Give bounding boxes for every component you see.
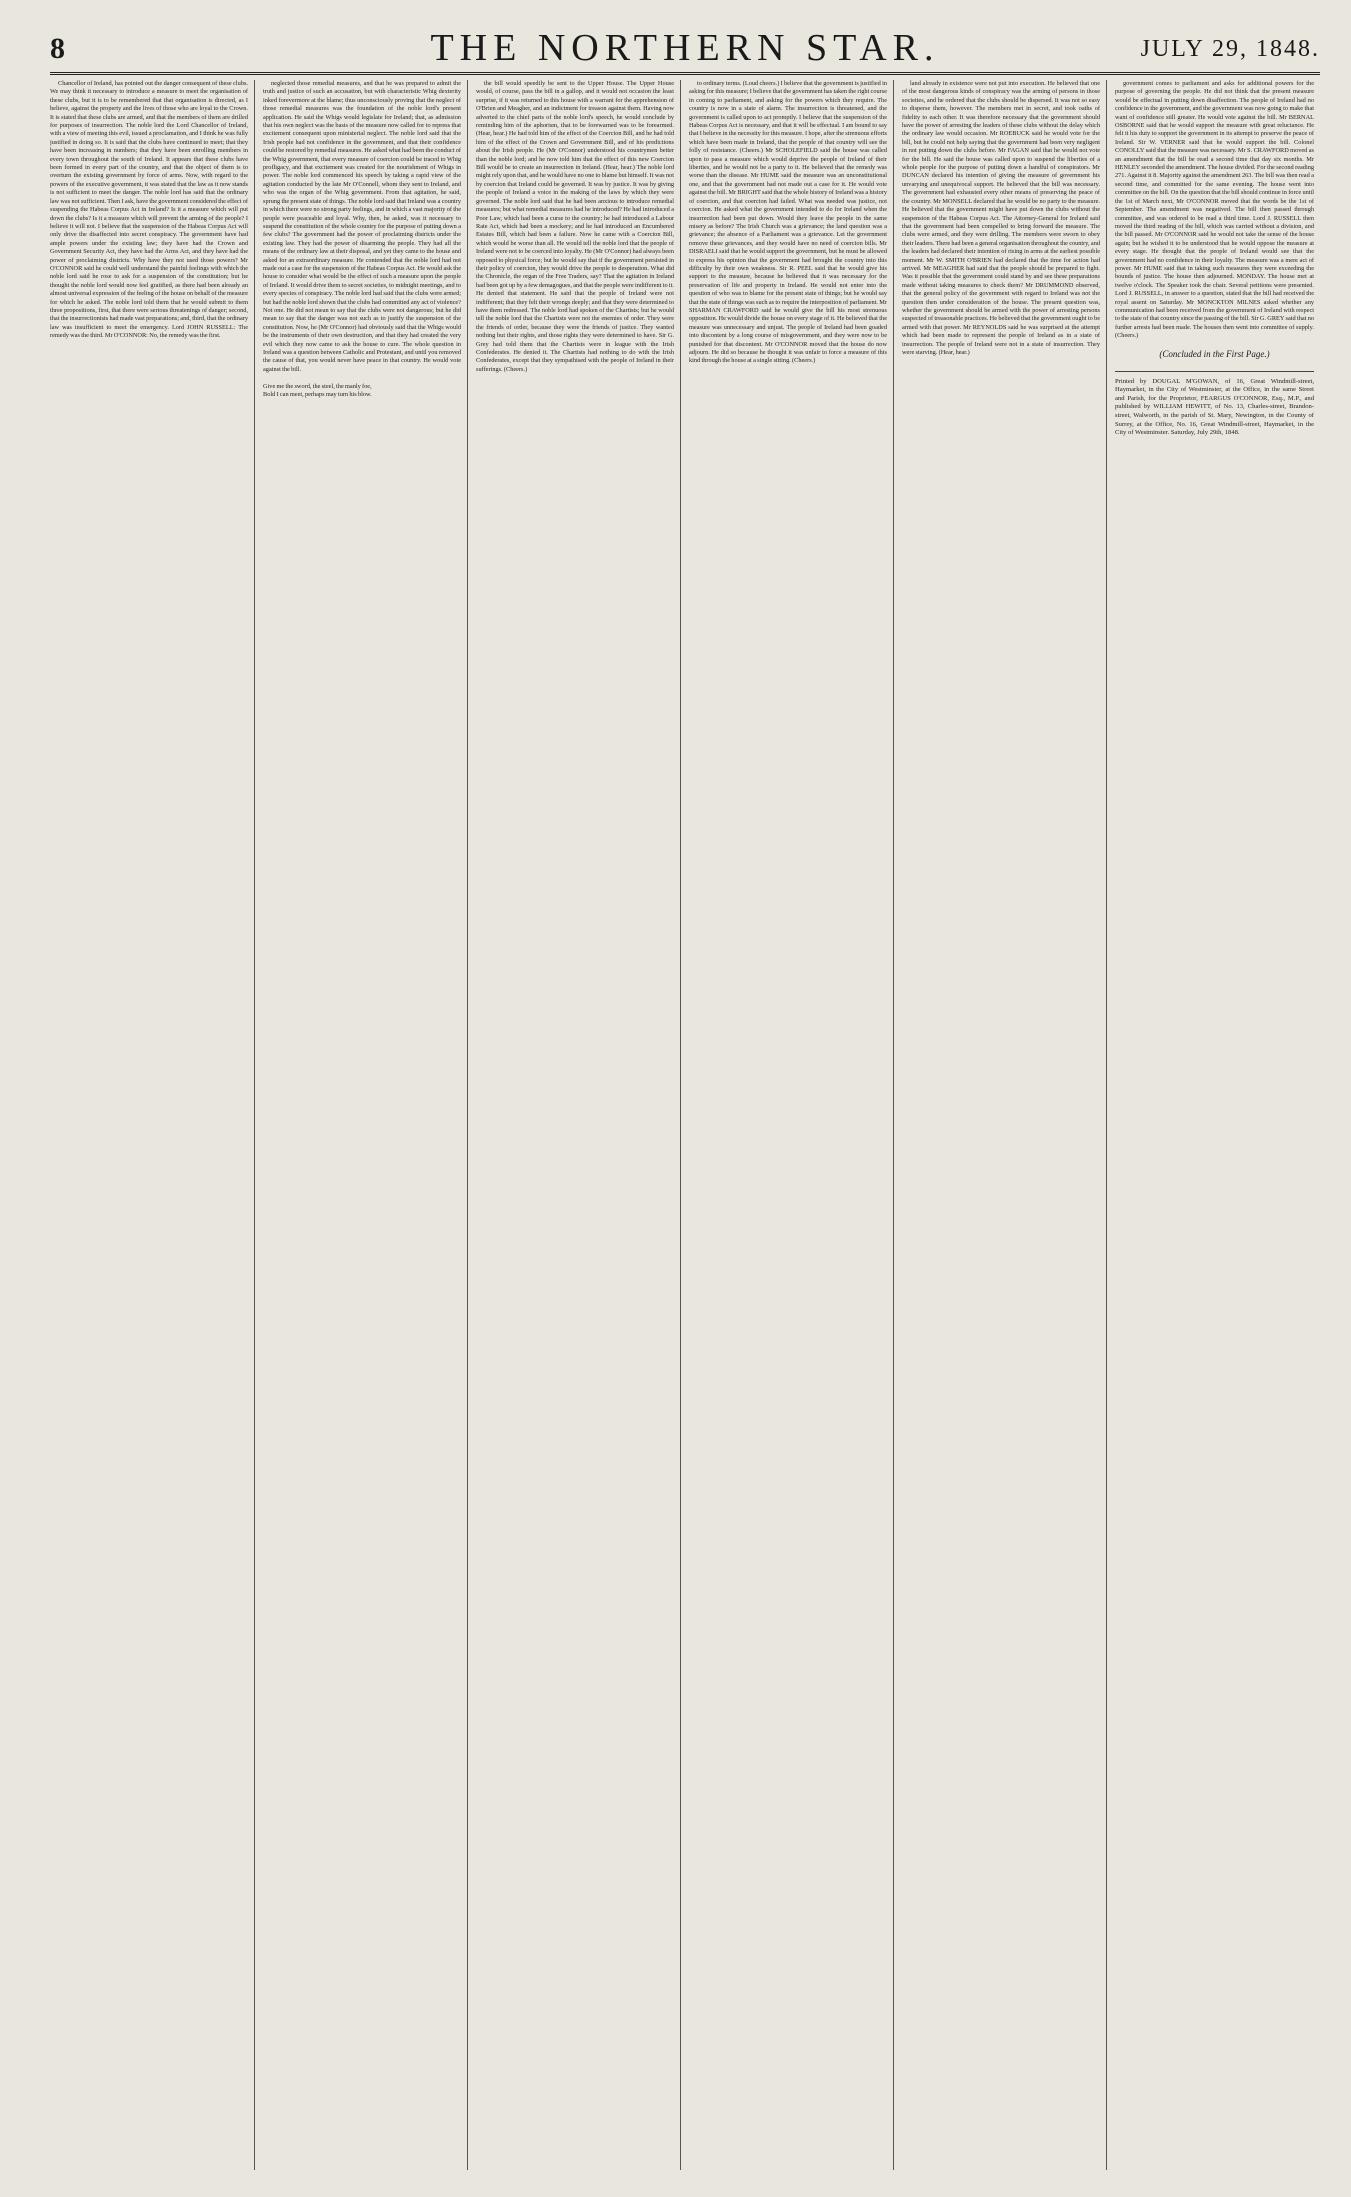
page-number: 8 bbox=[50, 32, 65, 65]
continued-note: (Concluded in the First Page.) bbox=[1159, 348, 1270, 359]
column-5 bbox=[902, 80, 1107, 2170]
column-2 bbox=[263, 80, 468, 2170]
column-4 bbox=[689, 80, 894, 2170]
column-3 bbox=[476, 80, 681, 2170]
column-6 bbox=[1115, 80, 1320, 2170]
issue-date: JULY 29, 1848. bbox=[1140, 36, 1320, 62]
printer-imprint: Printed by DOUGAL M'GOWAN, of 16, Great Windmill-street, Haymarket, in the City of Westminster, at the Office, in the same Street and Parish, for the Proprietor, FEARGUS O'CONNOR, Esq., M.P., and published by WILLIAM HEWITT, of No. 13, Charles-street, Brandon-street, Walworth, in the parish of St. Mary, Newington, in the County of Surrey, at the Office, No. 16, Great Windmill-street, Haymarket, in the City of Westminster. Saturday, July 29th, 1848. bbox=[1115, 371, 1314, 438]
column-text: to ordinary terms. (Loud cheers.) I believe that the government is justified in asking for this measure; I believe that the government has taken the right course in coming to parliament, and asking for the powers which they require. The country is now in a state of alarm. The insurrection is threatened, and the government is called upon to act promptly. I believe that the suspension of the Habeas Corpus Act is necessary, and that it will be effectual. I am bound to say that I believe in the necessity for this measure. I hope, after the strenuous efforts which have been made in Ireland, that the people of that country will see the folly of resistance. (Cheers.) Mr SCHOLEFIELD said the house was called upon to pass a measure which would deprive the people of Ireland of their liberties, and he would not be a party to it. He believed that the remedy was worse than the disease. Mr HUME said the measure was an unconstitutional one, and that the government had not made out a case for it. He would vote against the bill. Mr BRIGHT said that the whole history of Ireland was a history of coercion, and that coercion had failed. What was needed was justice, not coercion. He asked what the government intended to do for Ireland when the insurrection had been put down. Would they leave the people in the same misery as before? The Irish Church was a grievance; the land question was a grievance; the absence of a Parliament was a grievance. Let the government remove these grievances, and they would have no need of coercion bills. Mr DISRAELI said that he would support the government, but he must be allowed to express his opinion that the government had brought the country into this difficulty by their own weakness. Sir R. PEEL said that he would give his support to the measure, because he believed that it was necessary for the preservation of life and property in Ireland. He would not enter into the question of who was to blame for the present state of things; but he would say that the state of things was such as to require the interposition of parliament. Mr SHARMAN CRAWFORD said he would give the bill his most strenuous opposition. He would divide the house on every stage of it. He believed that the measure was unnecessary and unjust. The people of Ireland had been goaded into discontent by a long course of misgovernment, and they were now to be punished for that discontent. Mr O'CONNOR moved that the house do now adjourn. He did so because he thought it was unfair to force a measure of this kind through the house at a single sitting. (Cheers.) bbox=[689, 80, 887, 365]
masthead bbox=[50, 22, 1320, 75]
column-text: government comes to parliament and asks for additional powers for the purpose of governing the people. He did not think that the present measure would be effectual in putting down disaffection. The people of Ireland had no confidence in the government, and the government was now going to make that want of confidence still greater. He would vote against the bill. Mr BERNAL OSBORNE said that he would support the measure with great reluctance. He felt it his duty to support the government in its attempt to preserve the peace of Ireland. Sir W. VERNER said that he would support the bill. Colonel CONOLLY said that the measure was necessary. Mr S. CRAWFORD moved as an amendment that the bill be read a second time that day six months. Mr HENLEY seconded the amendment. The house divided. For the second reading 271. Against it 8. Majority against the amendment 263. The bill was then read a second time, and committed for the same evening. The house went into committee on the bill. On the question that the bill should continue in force until the 1st of March next, Mr O'CONNOR moved that the words be the 1st of September. The amendment was negatived. The bill then passed through committee, and was ordered to be read a third time. Lord J. RUSSELL then moved the third reading of the bill, which was carried without a division, and the bill passed. Mr O'CONNOR said he would not take the sense of the house again; but he wished it to be understood that he would oppose the measure at every stage. He thought that the people of Ireland would see that the government had no confidence in their loyalty. The measure was a mere act of power. Mr HUME said that in taking such measures they were exceeding the bounds of justice. The house then adjourned. MONDAY. The house met at twelve o'clock. The Speaker took the chair. Several petitions were presented. Lord J. RUSSELL, in answer to a question, stated that the bill had received the royal assent on Saturday. Mr MONCKTON MILNES asked whether any communication had been received from the government of Ireland with respect to the state of that country since the passing of the bill. Sir G. GREY said that no further arrests had been made. The houses then went into committee of supply. (Cheers.) bbox=[1115, 80, 1314, 340]
newspaper-title: THE NORTHERN STAR. bbox=[430, 27, 940, 69]
article-columns bbox=[50, 80, 1320, 2170]
column-text: neglected those remedial measures, and that he was prepared to admit the truth and justice of such an accusation, but with characteristic Whig dexterity inked forevermore at the blame; thus unconsciously proving that the neglect of those remedial measures was the foundation of the noble lord's present application. He said the Whigs would legislate for Ireland; that, as admission that his own neglect was the basis of the measure now called for to repress that excitement consequent upon ministerial neglect. The noble lord said that the Irish people had not confidence in the government, and that their confidence could be restored by remedial measures. He asked what had been the conduct of the Whig government, that every measure of coercion could be traced to Whig profligacy, and that excitement was created for the nourishment of Whigs in power. The noble lord commenced his speech by taking a rapid view of the agitation conducted by the late Mr O'Connell, whom they sent to Ireland, and who was the organ of the Whig government. From that agitation, he said, sprung the present state of things. The noble lord said that Ireland was a country in which there were no strong party feelings, and in which a vast majority of the people were peaceable and loyal. Why, then, he asked, was it necessary to suspend the constitution of the whole country for the purpose of putting down a few clubs? The government had the power of proclaiming districts under the existing law. They had the power of disarming the people. They had all the means of the ordinary law at their disposal, and yet they came to the house and asked for an extraordinary measure. He contended that the noble lord had not made out a case for the suspension of the Habeas Corpus Act. He would ask the house to consider what would be the effect of such a measure upon the people of Ireland. It would drive them to secret societies, to midnight meetings, and to every species of conspiracy. The noble lord had said that the clubs were armed; but had the noble lord shown that the clubs had committed any act of violence? Not one. He did not mean to say that the clubs were not dangerous; but he did mean to say that the danger was not such as to justify the suspension of the constitution. Now, he (Mr O'Connor) had obviously said that the Whigs would be the instruments of their own destruction, and that they had created the very evil which they now came to ask the house to cure. The whole question in Ireland was a question between Catholic and Protestant, and until you removed the cause of that, you would never have peace in that country. He would vote against the bill. Give me the sword, the steel, the manly foe, Bold I can meet, perhaps may turn his blow. bbox=[263, 80, 461, 399]
column-text: the bill would speedily be sent to the Upper House. The Upper House would, of course, pass the bill in a gallop, and it would not occasion the least surprise, if it was returned to this house with a warrant for the apprehension of O'Brien and Meagher, and an indictment for treason against them. Having now adverted to the chief parts of the noble lord's speech, he would conclude by reminding him of the aphorism, that to be forewarned was to be forearmed. (Hear, hear.) He had told him of the effect of the Coercion Bill, and he had told him of the effect of the Crown and Government Bill, and of his predictions about the Irish people. He (Mr O'Connor) understood his countrymen better than the noble lord; and he now told him that the effect of this new Coercion Bill would be to create an insurrection in Ireland. (Hear, hear.) The noble lord might rely upon that, and he would have no one to blame but himself. It was not by coercion that Ireland could be governed. It was by justice. It was by giving the people of Ireland a voice in the making of the laws by which they were governed. The noble lord said that he had been anxious to introduce remedial measures; but what remedial measures had he introduced? He had introduced a Poor Law, which had been a curse to the country; he had introduced a Labour Rate Act, which had been a mockery; and he had introduced an Encumbered Estates Bill, which had been a failure. Now he came with a Coercion Bill, which would be worse than all. He would tell the noble lord that the people of Ireland were not to be coerced into loyalty. He (Mr O'Connor) had always been opposed to physical force; but he would say that if the government persisted in their policy of coercion, they would drive the people to desperation. What did the Chronicle, the organ of the Free Traders, say? That the agitation in Ireland had been got up by a few demagogues, and that the people were indifferent to it. He denied that statement. He said that the people of Ireland were not indifferent; that they felt their wrongs deeply; and that they were determined to have them redressed. The noble lord had spoken of the Chartists; but he would tell the noble lord that the Chartists were not the enemies of order. They were the friends of order, because they were the friends of justice. They wanted nothing but their rights, and those rights they were determined to have. Sir G. Grey had told them that the Chartists were in league with the Irish Confederates. He denied it. The Chartists had nothing to do with the Irish Confederates, except that they sympathised with the people of Ireland in their sufferings. (Cheers.) bbox=[476, 80, 674, 373]
column-text: Chancellor of Ireland, has pointed out the danger consequent of these clubs. We may think it necessary to introduce a measure to meet the organisation of these clubs, but it is to be remembered that that organisation is directed, as I believe, against the property and the lives of those who are loyal to the Crown. It is stated that these clubs are armed, and that the members of them are drilled for purposes of insurrection. The noble lord the Lord Chancellor of Ireland, with a view of meeting this evil, issued a proclamation, and I think he was fully justified in doing so. It is said that the clubs have continued to meet; that they have been increasing in numbers; that they have been enrolling members in every town throughout the south of Ireland. It appears that these clubs have been formed in every part of the country, and that the object of them is to overturn the existing government by force of arms. Now, with regard to the powers of the executive government, it was stated that the law as it now stands is not sufficient to meet the danger. The noble lord has said that the ordinary law was not sufficient. Then I ask, have the government considered the effect of suspending the Habeas Corpus Act in Ireland? Is it a measure which will put down the clubs? Is it a measure which will prevent the arming of the people? I believe it will not. I believe that the suspension of the Habeas Corpus Act will only drive the disaffected into secret conspiracy. The government have had ample powers under the existing law; they have had the Crown and Government Security Act, they have had the Arms Act, and they have had the power of proclaiming districts. Why have they not used those powers? Mr O'CONNOR said he could well understand the painful feelings with which the noble lord said he rose to ask for a suspension of the constitution; but he thought the noble lord would now feel gratified, as there had been already an almost universal expression of the feeling of the house on behalf of the measure for which he asked. The noble lord told them that he would submit to them three propositions, first, that there were serious threatenings of danger; second, that the insurrectionists had made vast preparations; and, third, that the ordinary law was insufficient to meet the emergency. Lord JOHN RUSSELL: The remedy was the third. Mr O'CONNOR: No, the remedy was the first. bbox=[50, 80, 248, 340]
column-text: land already in existence were not put into execution. He believed that one of the most dangerous kinds of conspiracy was the arming of persons in those societies, and he ordered that the clubs should be dispersed. It was not so easy to disperse them, however. The members met in secret, and took oaths of fidelity to each other. It was therefore necessary that the government should have the power of arresting the leaders of these clubs without the delay which the ordinary law would occasion. Mr ROEBUCK said he would vote for the bill, but he could not help saying that the government had been very negligent in not putting down the clubs before. Mr FAGAN said that he would not vote for the bill. He said the house was called upon to suspend the liberties of a whole people for the purpose of putting down a handful of conspirators. Mr DUNCAN declared his intention of giving the measure of government his unvarying and unequivocal support. He believed that the bill was necessary. The government had exhausted every other means of preserving the peace of the country. Mr MONSELL declared that he would be no party to the measure. He believed that the government might have put down the clubs without the suspension of the Habeas Corpus Act. The Attorney-General for Ireland said that the government had been compelled to bring forward the measure. The clubs were armed, and they were drilling. The members were sworn to obey their leaders. There had been a general organisation throughout the country, and the leaders had declared their intention of rising in arms at the earliest possible moment. Mr W. SMITH O'BRIEN had declared that the time for action had arrived. Mr MEAGHER had said that the people should be prepared to fight. Was it possible that the government could stand by and see these preparations made without taking measures to check them? Mr DRUMMOND observed, that the general policy of the government with regard to Ireland was not the question then under consideration of the house. The present question was, whether the government should be armed with the power of arresting persons suspected of treasonable practices. He believed that the government ought to be armed with that power. Mr REYNOLDS said he was surprised at the attempt which had been made to represent the people of Ireland as in a state of insurrection. The people of Ireland were not in a state of insurrection. They were starving. (Hear, hear.) bbox=[902, 80, 1100, 356]
column-1 bbox=[50, 80, 255, 2170]
